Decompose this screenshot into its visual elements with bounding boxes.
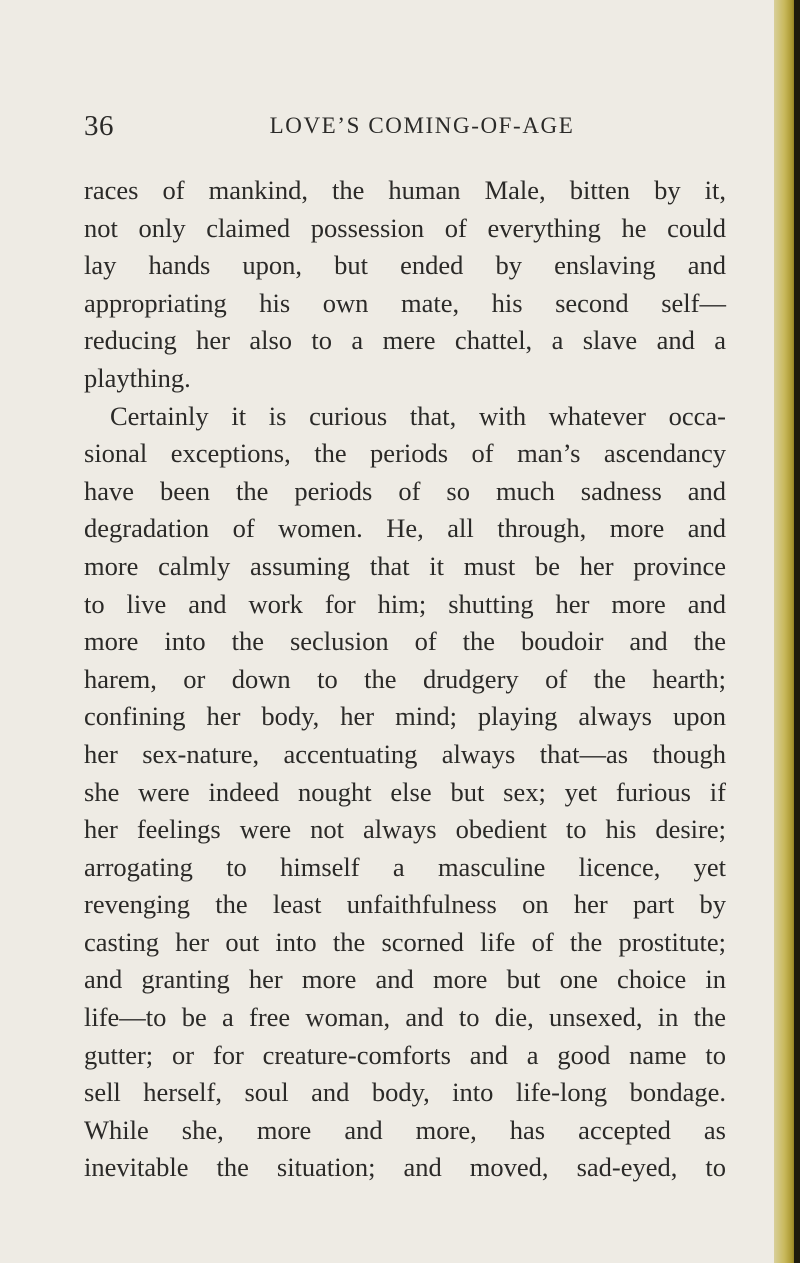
text-line: While she, more and more, has accepted as: [84, 1114, 726, 1145]
page-edge: [774, 0, 800, 1263]
text-line: sell herself, soul and body, into life-long bondage.: [84, 1077, 726, 1108]
text-line: inevitable the situation; and moved, sad-eyed, to: [84, 1152, 726, 1183]
text-line: arrogating to himself a masculine licence, yet: [84, 851, 726, 882]
text-line: more calmly assuming that it must be her province: [84, 550, 726, 581]
text-line: have been the periods of so much sadness and: [84, 475, 726, 506]
text-line: not only claimed possession of everything he could: [84, 212, 726, 243]
text-line: appropriating his own mate, his second self—: [84, 287, 726, 318]
text-line: her feelings were not always obedient to his desire;: [84, 814, 726, 845]
text-line: more into the seclusion of the boudoir and the: [84, 626, 726, 657]
text-line: confining her body, her mind; playing always upon: [84, 701, 726, 732]
text-line: to live and work for him; shutting her more and: [84, 588, 726, 619]
running-head: [84, 108, 732, 144]
text-line: degradation of women. He, all through, more and: [84, 513, 726, 544]
text-line: harem, or down to the drudgery of the hearth;: [84, 663, 726, 694]
text-line: she were indeed nought else but sex; yet furious if: [84, 776, 726, 807]
text-line: and granting her more and more but one choice in: [84, 964, 726, 995]
text-line: life—to be a free woman, and to die, unsexed, in the: [84, 1002, 726, 1033]
text-line: races of mankind, the human Male, bitten by it,: [84, 175, 726, 205]
text-line: lay hands upon, but ended by enslaving and: [84, 250, 726, 281]
page-number: 36: [84, 110, 114, 142]
text-line: casting her out into the scorned life of the prostitute;: [84, 926, 726, 957]
text-line: reducing her also to a mere chattel, a slave and a: [84, 325, 726, 356]
text-line: sional exceptions, the periods of man’s ascendancy: [84, 438, 726, 469]
text-line: plaything.: [84, 362, 191, 393]
text-line: Certainly it is curious that, with whatever occa-: [110, 400, 726, 431]
text-line: her sex-nature, accentuating always that—as though: [84, 738, 726, 769]
body-text: [84, 172, 726, 1187]
text-line: revenging the least unfaithfulness on her part by: [84, 889, 726, 920]
running-head-title: LOVE’S COMING-OF-AGE: [269, 113, 575, 138]
text-line: gutter; or for creature-comforts and a good name to: [84, 1039, 726, 1070]
